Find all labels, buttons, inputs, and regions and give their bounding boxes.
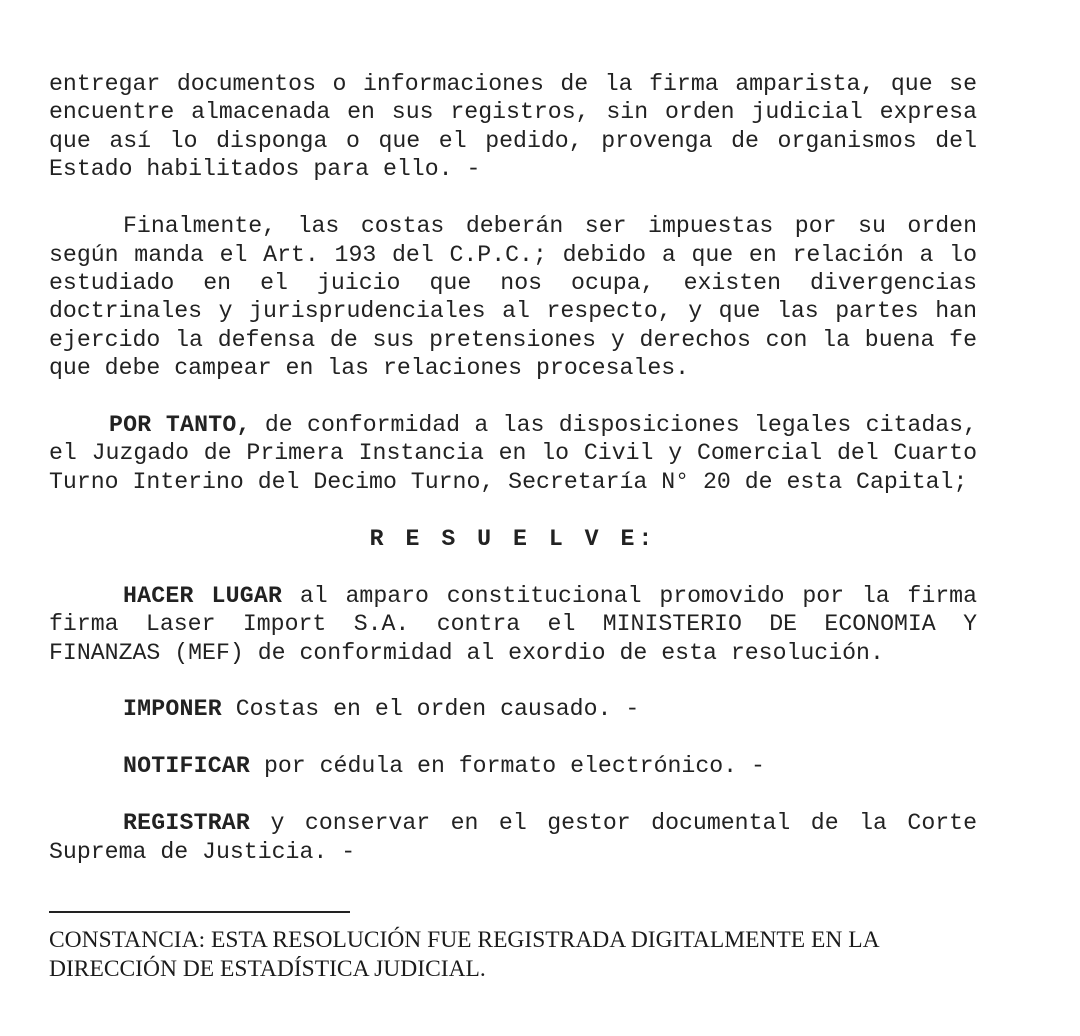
paragraph-por-tanto (49, 411, 977, 496)
disposition-text: y conservar en el gestor documental de la Corte Suprema de Justicia. - (49, 810, 977, 865)
document-body (49, 70, 977, 866)
disposition-text: por cédula en formato electrónico. - (250, 753, 765, 780)
paragraph-costas: Finalmente, las costas deberán ser impuestas por su orden según manda el Art. 193 del C.P.C.; debido a que en relación a lo estudiado en el juicio que nos ocupa, existen divergencias doctrinales y jurisprudenciales al respecto, y que las partes han ejercido la defensa de sus pretensiones y derechos con la buena fe que debe campear en las relaciones procesales. (49, 213, 977, 382)
disposition-text: al amparo constitucional promovido por la firma firma Laser Import S.A. contra el MINISTERIO DE ECONOMIA Y FINANZAS (MEF) de conformidad al exordio de esta resolución. (49, 582, 977, 666)
disposition-keyword: NOTIFICAR (123, 753, 251, 780)
disposition-text: Costas en el orden causado. - (221, 696, 640, 723)
disposition-keyword: REGISTRAR (123, 810, 251, 837)
footnote-divider (49, 911, 350, 913)
disposition-notificar (49, 752, 977, 780)
disposition-keyword: HACER LUGAR (123, 582, 283, 609)
disposition-registrar (49, 809, 977, 866)
disposition-hacer-lugar (49, 582, 977, 667)
constancia-note: CONSTANCIA: ESTA RESOLUCIÓN FUE REGISTRADA DIGITALMENTE EN LA DIRECCIÓN DE ESTADÍSTICA JUDICIAL. (49, 927, 879, 982)
por-tanto-text: de conformidad a las disposiciones legales citadas, el Juzgado de Primera Instancia en lo Civil y Comercial del Cuarto Turno Interino del Decimo Turno, Secretaría N° 20 de esta Capital; (49, 412, 977, 495)
disposition-imponer (49, 695, 977, 723)
disposition-keyword: IMPONER (123, 696, 222, 723)
por-tanto-heading: POR TANTO, (109, 412, 251, 439)
resuelve-heading: R E S U E L V E: (369, 525, 657, 552)
paragraph-continuation: entregar documentos o informaciones de la firma amparista, que se encuentre almacenada en sus registros, sin orden judicial expresa que así lo disponga o que el pedido, provenga de organismos del Estado habilitados para ello. - (49, 71, 977, 183)
